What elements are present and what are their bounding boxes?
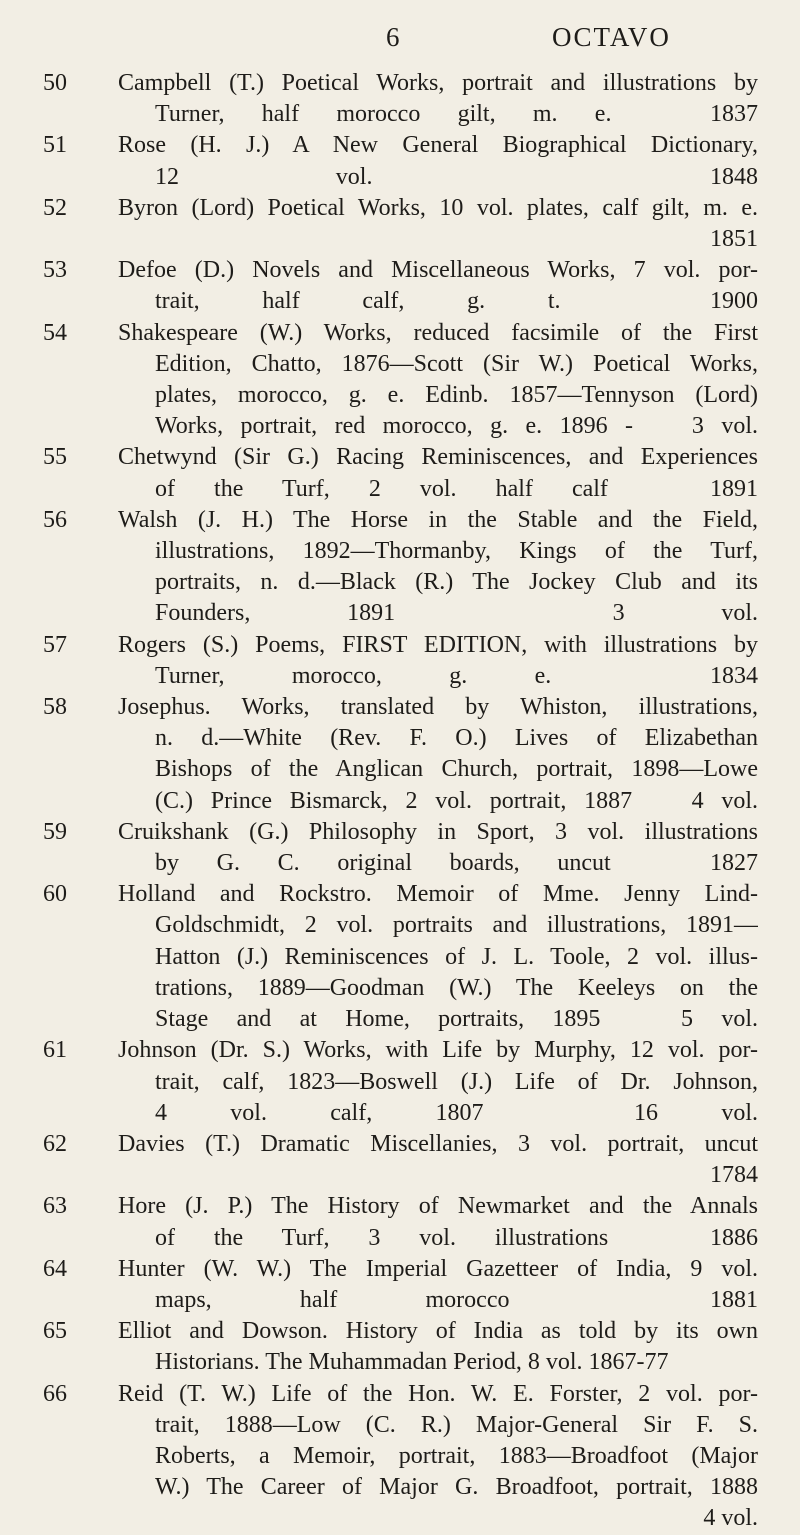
lot-text-line: Hore (J. P.) The History of Newmarket and the Annals <box>118 1193 758 1220</box>
lot-text-line: Holland and Rockstro. Memoir of Mme. Jenny Lind- <box>118 881 758 908</box>
lot-number: 65 <box>43 1318 67 1345</box>
lot-text-line: n. d.—White (Rev. F. O.) Lives of Elizabethan <box>155 725 758 752</box>
lot-text-line: Chetwynd (Sir G.) Racing Reminiscences, and Experiences <box>118 444 758 471</box>
lot-entry <box>0 1129 800 1191</box>
lot-number: 52 <box>43 194 67 221</box>
lot-text-line: Goldschmidt, 2 vol. portraits and illustrations, 1891— <box>155 912 758 939</box>
lot-text-line: Works, portrait, red morocco, g. e. 1896 - 3 vol. <box>155 413 758 440</box>
page-header <box>0 22 800 56</box>
lot-text-line: of the Turf, 3 vol. illustrations 1886 <box>155 1224 758 1251</box>
lot-text-line: 4 vol. calf, 1807 16 vol. <box>155 1099 758 1126</box>
lot-text-line: Bishops of the Anglican Church, portrait, 1898—Lowe <box>155 756 758 783</box>
lot-number: 55 <box>43 444 67 471</box>
lot-text-line: trait, calf, 1823—Boswell (J.) Life of Dr. Johnson, <box>155 1068 758 1095</box>
lot-text-line: Campbell (T.) Poetical Works, portrait and illustrations by <box>118 70 758 96</box>
lot-entry <box>0 1316 800 1378</box>
lot-number: 61 <box>43 1037 67 1064</box>
lot-number: 66 <box>43 1380 67 1407</box>
lot-list <box>0 68 800 1535</box>
lot-text-line: Rogers (S.) Poems, FIRST EDITION, with illustrations by <box>118 631 758 658</box>
lot-number: 59 <box>43 818 67 845</box>
lot-text-line: trait, half calf, g. t. 1900 <box>155 288 758 315</box>
lot-text-line: Hunter (W. W.) The Imperial Gazetteer of India, 9 vol. <box>118 1255 758 1282</box>
lot-entry <box>0 1254 800 1316</box>
lot-number: 62 <box>43 1130 67 1157</box>
lot-text-line: trait, 1888—Low (C. R.) Major-General Sir F. S. <box>155 1411 758 1438</box>
lot-number: 54 <box>43 319 67 346</box>
lot-entry <box>0 68 800 130</box>
lot-text-line: Johnson (Dr. S.) Works, with Life by Murphy, 12 vol. por- <box>118 1037 758 1064</box>
lot-number: 51 <box>43 132 67 159</box>
lot-text-line: portraits, n. d.—Black (R.) The Jockey Club and its <box>155 569 758 596</box>
lot-entry <box>0 193 800 255</box>
lot-text-line: Edition, Chatto, 1876—Scott (Sir W.) Poetical Works, <box>155 350 758 377</box>
lot-text-line: trations, 1889—Goodman (W.) The Keeleys on the <box>155 974 758 1001</box>
lot-number: 50 <box>43 70 67 96</box>
lot-entry <box>0 1035 800 1129</box>
lot-entry <box>0 1191 800 1253</box>
lot-entry <box>0 318 800 443</box>
lot-text-line: maps, half morocco 1881 <box>155 1286 758 1313</box>
lot-text-line: Defoe (D.) Novels and Miscellaneous Works, 7 vol. por- <box>118 257 758 284</box>
lot-number: 53 <box>43 257 67 284</box>
lot-text-line: (C.) Prince Bismarck, 2 vol. portrait, 1887 4 vol. <box>155 787 758 814</box>
lot-text-line: Turner, morocco, g. e. 1834 <box>155 662 758 689</box>
lot-text-line: Founders, 1891 3 vol. <box>155 600 758 627</box>
lot-number: 60 <box>43 881 67 908</box>
section-title: OCTAVO <box>552 22 671 52</box>
lot-number: 56 <box>43 506 67 533</box>
lot-number: 57 <box>43 631 67 658</box>
lot-text-line: Historians. The Muhammadan Period, 8 vol. 1867-77 <box>155 1349 669 1376</box>
lot-text-line: Rose (H. J.) A New General Biographical Dictionary, <box>118 132 758 159</box>
lot-entry <box>0 442 800 504</box>
lot-text-line: Reid (T. W.) Life of the Hon. W. E. Forster, 2 vol. por- <box>118 1380 758 1407</box>
lot-text-line: Elliot and Dowson. History of India as told by its own <box>118 1318 758 1345</box>
lot-text-line: 12 vol. 1848 <box>155 163 758 190</box>
lot-entry <box>0 879 800 1035</box>
lot-entry <box>0 505 800 630</box>
lot-text-line: illustrations, 1892—Thormanby, Kings of the Turf, <box>155 538 758 565</box>
lot-entry <box>0 817 800 879</box>
lot-text-line: 1851 <box>710 226 758 253</box>
lot-text-line: Josephus. Works, translated by Whiston, illustrations, <box>118 694 758 721</box>
lot-text-line: 4 vol. <box>703 1505 758 1532</box>
lot-text-line: plates, morocco, g. e. Edinb. 1857—Tennyson (Lord) <box>155 382 758 409</box>
lot-text-line: Byron (Lord) Poetical Works, 10 vol. plates, calf gilt, m. e. <box>118 194 758 221</box>
lot-number: 63 <box>43 1193 67 1220</box>
lot-text-line: Stage and at Home, portraits, 1895 5 vol. <box>155 1006 758 1033</box>
lot-text-line: Hatton (J.) Reminiscences of J. L. Toole, 2 vol. illus- <box>155 943 758 970</box>
lot-text-line: by G. C. original boards, uncut 1827 <box>155 850 758 877</box>
lot-text-line: of the Turf, 2 vol. half calf 1891 <box>155 475 758 502</box>
lot-entry <box>0 1379 800 1535</box>
page-number: 6 <box>386 22 401 52</box>
lot-text-line: Cruikshank (G.) Philosophy in Sport, 3 vol. illustrations <box>118 818 758 845</box>
lot-text-line: 1784 <box>710 1162 758 1189</box>
lot-entry <box>0 130 800 192</box>
lot-number: 64 <box>43 1255 67 1282</box>
lot-text-line: Turner, half morocco gilt, m. e. 1837 <box>155 101 758 128</box>
lot-text-line: Shakespeare (W.) Works, reduced facsimile of the First <box>118 319 758 346</box>
lot-text-line: Roberts, a Memoir, portrait, 1883—Broadfoot (Major <box>155 1442 758 1469</box>
lot-entry <box>0 630 800 692</box>
lot-number: 58 <box>43 694 67 721</box>
lot-entry <box>0 692 800 817</box>
lot-text-line: Davies (T.) Dramatic Miscellanies, 3 vol. portrait, uncut <box>118 1130 758 1157</box>
lot-text-line: W.) The Career of Major G. Broadfoot, portrait, 1888 <box>155 1474 758 1501</box>
lot-entry <box>0 255 800 317</box>
lot-text-line: Walsh (J. H.) The Horse in the Stable and the Field, <box>118 506 758 533</box>
